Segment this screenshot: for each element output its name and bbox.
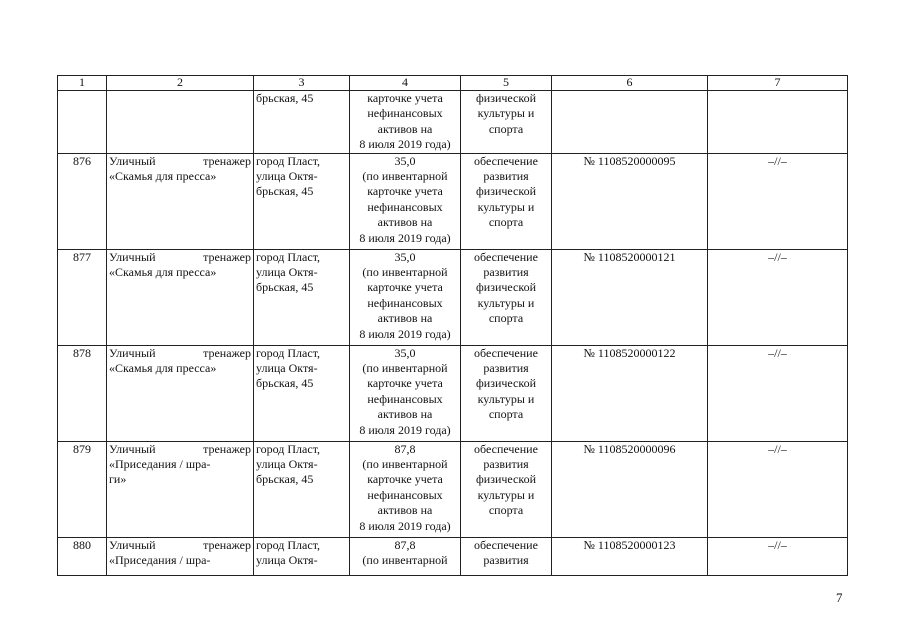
cell-purpose — [461, 441, 552, 537]
table-row — [58, 537, 848, 575]
cell-number: 878 — [58, 345, 107, 441]
name-line: «Скамья для пресса» — [109, 169, 217, 184]
column-number-header-row — [58, 76, 848, 91]
column-number-header: 6 — [552, 76, 708, 91]
purpose-line: спорта — [488, 407, 524, 422]
address-line: брьская, 45 — [256, 91, 314, 105]
cost-line: (по инвентарной — [362, 553, 448, 568]
cell-name — [107, 345, 254, 441]
cell-address — [254, 91, 350, 154]
cost-line: карточке учета — [367, 280, 443, 295]
name-line — [109, 442, 251, 457]
address-line: улица Октя- — [256, 265, 318, 280]
address-line: брьская, 45 — [256, 376, 314, 391]
name-word: тренажер — [203, 249, 251, 264]
cost-line: нефинансовых — [367, 106, 443, 121]
cost-line: активов на — [377, 503, 433, 518]
cell-cost — [350, 345, 461, 441]
cell-number — [58, 91, 107, 154]
address-line: город Пласт, — [256, 345, 321, 360]
cell-number: 879 — [58, 441, 107, 537]
cost-line: активов на — [377, 121, 433, 136]
cell-number: 876 — [58, 153, 107, 249]
name-line: ги» — [109, 472, 127, 487]
purpose-line: культуры и — [477, 391, 535, 406]
address-line: улица Октя- — [256, 169, 318, 184]
cost-line: активов на — [377, 311, 433, 326]
cell-note — [708, 91, 848, 154]
cell-purpose — [461, 249, 552, 345]
cost-line: карточке учета — [367, 184, 443, 199]
purpose-line: культуры и — [477, 199, 535, 214]
cost-line: активов на — [377, 215, 433, 230]
cell-cost — [350, 249, 461, 345]
cost-line: (по инвентарной — [362, 265, 448, 280]
cost-line: нефинансовых — [367, 391, 443, 406]
cost-line: карточке учета — [367, 376, 443, 391]
purpose-line: обеспечение — [474, 441, 538, 456]
purpose-line: развития — [483, 457, 529, 472]
table-row — [58, 441, 848, 537]
cell-number: 880 — [58, 537, 107, 575]
cost-line: активов на — [377, 407, 433, 422]
cell-address — [254, 345, 350, 441]
name-word: тренажер — [203, 537, 251, 552]
purpose-line: физической — [476, 91, 536, 105]
cell-purpose — [461, 153, 552, 249]
purpose-line: физической — [476, 376, 536, 391]
cell-inventory — [552, 91, 708, 154]
address-line: город Пласт, — [256, 537, 321, 552]
cost-line: нефинансовых — [367, 199, 443, 214]
cost-line: 35,0 — [394, 345, 416, 360]
purpose-line: спорта — [488, 121, 524, 136]
cost-line: 8 июля 2019 года) — [359, 422, 451, 437]
cost-line: карточке учета — [367, 472, 443, 487]
page-number: 7 — [836, 590, 843, 605]
cell-name — [107, 441, 254, 537]
name-word: Уличный — [109, 537, 156, 552]
purpose-line: спорта — [488, 311, 524, 326]
address-line: улица Октя- — [256, 361, 318, 376]
address-line: брьская, 45 — [256, 184, 314, 199]
column-number-header: 1 — [58, 76, 107, 91]
name-word: Уличный — [109, 441, 156, 456]
column-number-header: 3 — [254, 76, 350, 91]
purpose-line: обеспечение — [474, 345, 538, 360]
cell-number: 877 — [58, 249, 107, 345]
cost-line: 8 июля 2019 года) — [359, 230, 451, 245]
name-word: Уличный — [109, 153, 156, 168]
purpose-line: развития — [483, 169, 529, 184]
cost-line: 35,0 — [394, 249, 416, 264]
cell-inventory: № 1108520000121 — [552, 249, 708, 345]
cell-inventory: № 1108520000095 — [552, 153, 708, 249]
purpose-line: физической — [476, 472, 536, 487]
cell-note: –//– — [708, 441, 848, 537]
address-line: улица Октя- — [256, 553, 318, 568]
cell-name — [107, 91, 254, 154]
purpose-line: развития — [483, 265, 529, 280]
purpose-line: физической — [476, 184, 536, 199]
address-line: город Пласт, — [256, 441, 321, 456]
name-word: Уличный — [109, 249, 156, 264]
cost-line: 35,0 — [394, 153, 416, 168]
cell-address — [254, 249, 350, 345]
purpose-line: обеспечение — [474, 153, 538, 168]
cell-purpose — [461, 345, 552, 441]
cell-cost — [350, 153, 461, 249]
name-line: «Скамья для пресса» — [109, 361, 217, 376]
purpose-line: культуры и — [477, 487, 535, 502]
cost-line: 8 июля 2019 года) — [359, 518, 451, 533]
cost-line: (по инвентарной — [362, 361, 448, 376]
cell-name — [107, 153, 254, 249]
purpose-line: культуры и — [477, 106, 535, 121]
cell-address — [254, 153, 350, 249]
column-number-header: 2 — [107, 76, 254, 91]
table-row — [58, 249, 848, 345]
cell-inventory: № 1108520000096 — [552, 441, 708, 537]
cell-inventory: № 1108520000123 — [552, 537, 708, 575]
purpose-line: обеспечение — [474, 249, 538, 264]
name-line — [109, 154, 251, 169]
cell-address — [254, 537, 350, 575]
cost-line: 87,8 — [394, 537, 416, 552]
address-line: город Пласт, — [256, 249, 321, 264]
cost-line: нефинансовых — [367, 295, 443, 310]
address-line: город Пласт, — [256, 153, 321, 168]
column-number-header: 4 — [350, 76, 461, 91]
name-line — [109, 250, 251, 265]
name-word: тренажер — [203, 441, 251, 456]
cell-purpose — [461, 91, 552, 154]
cost-line: 87,8 — [394, 441, 416, 456]
column-number-header: 7 — [708, 76, 848, 91]
continuation-row — [58, 91, 848, 154]
cost-line: 8 июля 2019 года) — [359, 137, 451, 152]
column-number-header: 5 — [461, 76, 552, 91]
cell-inventory: № 1108520000122 — [552, 345, 708, 441]
purpose-line: развития — [483, 553, 529, 568]
cell-purpose — [461, 537, 552, 575]
purpose-line: культуры и — [477, 295, 535, 310]
name-line: «Скамья для пресса» — [109, 265, 217, 280]
cost-line: карточке учета — [367, 91, 443, 105]
purpose-line: спорта — [488, 215, 524, 230]
cell-name — [107, 249, 254, 345]
name-word: Уличный — [109, 345, 156, 360]
name-word: тренажер — [203, 345, 251, 360]
cost-line: 8 июля 2019 года) — [359, 326, 451, 341]
cell-note: –//– — [708, 537, 848, 575]
cost-line: нефинансовых — [367, 487, 443, 502]
purpose-line: обеспечение — [474, 537, 538, 552]
cell-cost — [350, 441, 461, 537]
name-line — [109, 538, 251, 553]
cell-address — [254, 441, 350, 537]
cell-name — [107, 537, 254, 575]
address-line: улица Октя- — [256, 457, 318, 472]
cell-note: –//– — [708, 249, 848, 345]
table-row — [58, 345, 848, 441]
cell-cost — [350, 537, 461, 575]
cell-cost — [350, 91, 461, 154]
name-line — [109, 346, 251, 361]
cost-line: (по инвентарной — [362, 169, 448, 184]
table-row — [58, 153, 848, 249]
name-line: «Приседания / шра- — [109, 553, 211, 568]
purpose-line: спорта — [488, 503, 524, 518]
address-line: брьская, 45 — [256, 472, 314, 487]
cost-line: (по инвентарной — [362, 457, 448, 472]
address-line: брьская, 45 — [256, 280, 314, 295]
cell-note: –//– — [708, 153, 848, 249]
property-register-table — [57, 75, 848, 576]
name-line: «Приседания / шра- — [109, 457, 211, 472]
name-word: тренажер — [203, 153, 251, 168]
purpose-line: развития — [483, 361, 529, 376]
cell-note: –//– — [708, 345, 848, 441]
purpose-line: физической — [476, 280, 536, 295]
